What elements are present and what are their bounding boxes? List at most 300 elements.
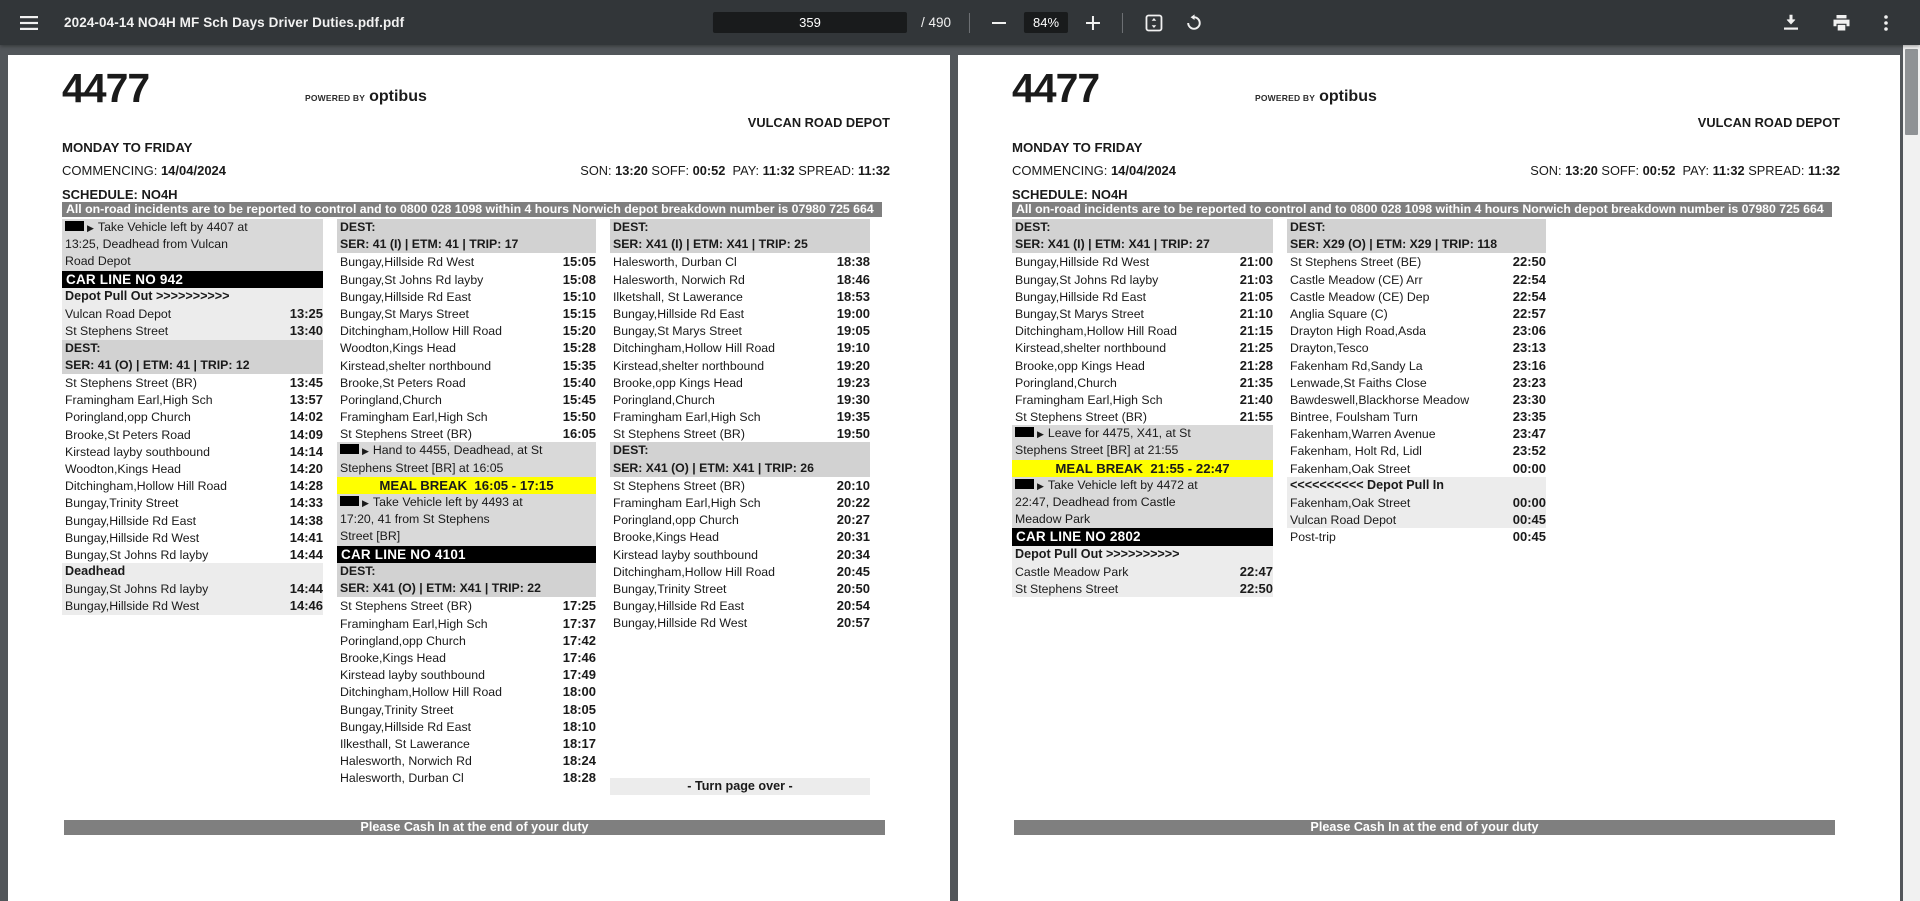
timetable-row xyxy=(610,528,870,545)
stop-name: Bungay,St Johns Rd layby xyxy=(65,582,209,597)
zoom-in-icon[interactable] xyxy=(1082,12,1104,34)
destination-header-line: DEST: xyxy=(340,220,376,234)
stop-time: 17:49 xyxy=(562,667,596,683)
duty-stats: SON: 13:20 SOFF: 00:52 PAY: 11:32 SPREAD: 11:32 xyxy=(1530,163,1840,178)
stop-name: Kirstead,shelter northbound xyxy=(613,358,765,373)
menu-icon[interactable] xyxy=(16,12,42,34)
stop-name: Halesworth, Norwich Rd xyxy=(340,754,472,769)
stop-name: Bungay,St Johns Rd layby xyxy=(1015,272,1159,287)
stop-time: 21:40 xyxy=(1239,391,1273,407)
stop-time: 20:50 xyxy=(836,580,870,596)
stop-time: 14:33 xyxy=(289,495,323,511)
timetable-row xyxy=(610,271,870,288)
timetable-row xyxy=(610,253,870,270)
stop-time: 17:42 xyxy=(562,632,596,648)
timetable-row xyxy=(610,391,870,408)
timetable-row xyxy=(1287,253,1546,270)
timetable-row xyxy=(1012,322,1273,339)
stop-time: 14:41 xyxy=(289,529,323,545)
timetable-row xyxy=(62,512,323,529)
stop-name: Halesworth, Durban Cl xyxy=(613,255,737,270)
stop-time: 15:35 xyxy=(562,357,596,373)
stop-name: Fakenham,Oak Street xyxy=(1290,496,1411,510)
timetable-row xyxy=(1012,563,1273,580)
stop-name: St Stephens Street (BR) xyxy=(613,478,745,493)
stop-time: 19:20 xyxy=(836,357,870,373)
timetable-row xyxy=(1287,339,1546,356)
cash-in-footer: Please Cash In at the end of your duty xyxy=(1014,820,1835,835)
powered-by xyxy=(305,88,427,106)
stop-time: 21:05 xyxy=(1239,288,1273,304)
timetable-row xyxy=(62,374,323,391)
note-line: ▶ Leave for 4475, X41, at St xyxy=(1015,425,1273,442)
stop-name: Bungay,Hillside Rd East xyxy=(613,306,745,321)
stop-time: 15:05 xyxy=(562,254,596,270)
stop-name: Bungay,Hillside Rd East xyxy=(613,599,745,614)
stop-name: Brooke,St Peters Road xyxy=(340,375,466,390)
timetable-row xyxy=(610,357,870,374)
stop-time: 20:31 xyxy=(836,529,870,545)
stop-time: 13:57 xyxy=(289,392,323,408)
timetable-row xyxy=(610,374,870,391)
vehicle-icon xyxy=(1015,427,1034,437)
download-icon[interactable] xyxy=(1779,10,1803,35)
stop-name: Fakenham,Oak Street xyxy=(1290,461,1411,476)
timetable-row xyxy=(62,529,323,546)
stop-time: 19:05 xyxy=(836,323,870,339)
stop-name: Ditchingham,Hollow Hill Road xyxy=(1015,324,1177,339)
timetable-row xyxy=(1012,305,1273,322)
note-line: Stephens Street [BR] at 16:05 xyxy=(340,460,504,475)
timetable-row xyxy=(337,374,596,391)
destination-header xyxy=(610,219,870,253)
timetable-column xyxy=(1012,219,1273,597)
section-subhead: <<<<<<<<<< Depot Pull In xyxy=(1287,477,1546,494)
stop-name: Bungay,Hillside Rd West xyxy=(340,255,475,270)
note-line: ▶ Hand to 4455, Deadhead, at St xyxy=(340,442,596,459)
stop-name: Poringland,Church xyxy=(613,392,715,407)
note-line: Road Depot xyxy=(65,254,131,269)
timetable xyxy=(62,219,890,817)
stop-name: Bungay,Hillside Rd East xyxy=(1015,289,1147,304)
stop-time: 14:44 xyxy=(289,581,323,597)
stop-name: Castle Meadow (CE) Arr xyxy=(1290,272,1423,287)
stop-name: Lenwade,St Faiths Close xyxy=(1290,375,1427,390)
stop-name: Woodton,Kings Head xyxy=(340,341,456,356)
stop-time: 20:22 xyxy=(836,495,870,510)
timetable-row xyxy=(610,546,870,563)
timetable-row xyxy=(62,546,323,563)
timetable-row xyxy=(337,597,596,614)
stop-time: 22:54 xyxy=(1512,271,1546,287)
stop-time: 22:54 xyxy=(1512,288,1546,304)
stop-time: 15:40 xyxy=(562,374,596,390)
stop-name: Bungay,Hillside Rd West xyxy=(65,530,200,545)
stop-name: Brooke,Kings Head xyxy=(340,651,446,665)
spacer xyxy=(610,632,870,778)
timetable-row xyxy=(337,769,596,786)
stop-time: 19:30 xyxy=(836,391,870,407)
note-line: 17:20, 41 from St Stephens xyxy=(340,512,490,527)
stop-name: Kirstead,shelter northbound xyxy=(1015,341,1167,356)
timetable-row xyxy=(1012,374,1273,391)
duty-stats: SON: 13:20 SOFF: 00:52 PAY: 11:32 SPREAD: 11:32 xyxy=(580,163,890,178)
note-line: Street [BR] xyxy=(340,529,401,544)
pdf-toolbar xyxy=(0,0,1920,45)
stop-time: 00:00 xyxy=(1512,495,1546,510)
timetable-row xyxy=(610,425,870,442)
timetable-row xyxy=(337,649,596,666)
stop-time: 22:50 xyxy=(1512,254,1546,270)
timetable-row xyxy=(62,426,323,443)
stop-time: 20:10 xyxy=(836,477,870,493)
stop-time: 22:47 xyxy=(1239,564,1273,580)
stop-name: Halesworth, Durban Cl xyxy=(340,771,464,786)
stop-time: 14:14 xyxy=(289,443,323,459)
vehicle-icon xyxy=(340,444,359,454)
stop-name: Bungay,St Marys Street xyxy=(613,324,742,339)
toolbar-divider xyxy=(1122,13,1123,33)
page-number-input[interactable] xyxy=(713,12,907,33)
stop-name: Framingham Earl,High Sch xyxy=(613,496,761,510)
stop-time: 18:46 xyxy=(836,271,870,287)
vehicle-icon xyxy=(340,496,359,506)
destination-header-line: SER: X41 (O) | ETM: X41 | TRIP: 26 xyxy=(613,460,814,475)
timetable-row xyxy=(610,563,870,580)
timetable-row xyxy=(337,425,596,442)
powered-by xyxy=(1255,88,1377,106)
timetable-row xyxy=(1012,271,1273,288)
stop-time: 18:05 xyxy=(562,701,596,717)
stop-name: Bungay,Trinity Street xyxy=(340,702,454,717)
stop-name: St Stephens Street (BR) xyxy=(1015,410,1147,425)
destination-header-line: DEST: xyxy=(613,443,649,458)
stop-time: 18:00 xyxy=(562,684,596,700)
optibus-logo: optibus xyxy=(369,88,427,105)
destination-header xyxy=(610,442,870,476)
stop-name: Ditchingham,Hollow Hill Road xyxy=(613,341,775,356)
stop-name: Vulcan Road Depot xyxy=(1290,513,1397,528)
stop-name: Poringland,opp Church xyxy=(613,513,739,528)
stop-time: 14:02 xyxy=(289,409,323,425)
stop-time: 13:45 xyxy=(289,375,323,390)
timetable-row xyxy=(337,357,596,374)
stop-name: Bungay,St Marys Street xyxy=(340,306,469,321)
timetable-row xyxy=(337,339,596,356)
timetable-row xyxy=(337,666,596,683)
timetable-row xyxy=(1012,288,1273,305)
stop-time: 19:23 xyxy=(836,374,870,390)
incident-banner: All on-road incidents are to be reported to control and to 0800 028 1098 within 4 hours Norwich depot breakdown number is 07980 725 664 xyxy=(62,202,882,217)
stop-time: 14:20 xyxy=(289,460,323,476)
stop-time: 23:35 xyxy=(1512,409,1546,425)
timetable-column xyxy=(1287,219,1546,546)
turn-page-note: - Turn page over - xyxy=(610,778,870,795)
stop-time: 21:35 xyxy=(1239,374,1273,390)
stop-time: 15:45 xyxy=(562,391,596,407)
optibus-logo: optibus xyxy=(1319,88,1377,105)
vertical-scrollbar[interactable] xyxy=(1903,45,1920,901)
timetable xyxy=(1012,219,1840,817)
stop-name: Ditchingham,Hollow Hill Road xyxy=(65,479,227,494)
stop-name: St Stephens Street (BR) xyxy=(340,599,472,614)
stop-name: St Stephens Street (BR) xyxy=(340,427,472,442)
stop-name: Fakenham Rd,Sandy La xyxy=(1290,358,1423,373)
timetable-row xyxy=(337,632,596,649)
stop-time: 15:50 xyxy=(562,409,596,425)
stop-name: Bungay,St Johns Rd layby xyxy=(340,272,484,287)
arrow-right-icon: ▶ xyxy=(362,446,369,457)
destination-header xyxy=(62,340,323,374)
timetable-row xyxy=(337,305,596,322)
stop-time: 23:23 xyxy=(1512,374,1546,390)
timetable-column xyxy=(610,219,870,795)
timetable-row xyxy=(1287,460,1546,477)
stop-name: Ilketshall, St Lawerance xyxy=(613,289,743,304)
timetable-row xyxy=(1012,408,1273,425)
stop-name: Post-trip xyxy=(1290,530,1336,545)
schedule-id: SCHEDULE: NO4H xyxy=(1012,187,1128,202)
stop-name: Framingham Earl,High Sch xyxy=(65,393,213,408)
note-line: ▶ Take Vehicle left by 4493 at xyxy=(340,494,596,511)
stop-time: 22:50 xyxy=(1239,581,1273,597)
powered-by-label: POWERED BY xyxy=(1255,93,1316,103)
car-line-banner: CAR LINE NO 2802 xyxy=(1012,528,1273,546)
stop-name: Framingham Earl,High Sch xyxy=(613,410,761,425)
stop-name: Bungay,Hillside Rd West xyxy=(1015,255,1150,270)
timetable-column xyxy=(62,219,323,615)
timetable-row xyxy=(62,443,323,460)
scrollbar-thumb[interactable] xyxy=(1905,49,1918,135)
timetable-row xyxy=(62,477,323,494)
timetable-row xyxy=(610,477,870,494)
stop-name: Bungay,Trinity Street xyxy=(613,581,727,596)
stop-time: 23:16 xyxy=(1512,357,1546,373)
timetable-row xyxy=(610,288,870,305)
stop-time: 20:54 xyxy=(836,598,870,614)
print-icon[interactable] xyxy=(1829,11,1854,35)
timetable-row xyxy=(1287,425,1546,442)
timetable-row xyxy=(1012,580,1273,597)
stop-name: Halesworth, Norwich Rd xyxy=(613,272,745,287)
destination-header xyxy=(337,563,596,597)
stop-name: Kirstead layby southbound xyxy=(613,547,758,562)
timetable-row xyxy=(610,494,870,511)
destination-header-line: SER: 41 (I) | ETM: 41 | TRIP: 17 xyxy=(340,237,519,252)
zoom-level[interactable]: 84% xyxy=(1024,12,1068,33)
stop-name: St Stephens Street (BR) xyxy=(65,376,197,390)
stop-time: 18:28 xyxy=(562,770,596,786)
stop-name: Vulcan Road Depot xyxy=(65,307,172,322)
page-header xyxy=(1012,63,1840,202)
stop-name: Ditchingham,Hollow Hill Road xyxy=(340,685,502,700)
stop-name: Bungay,St Marys Street xyxy=(1015,306,1144,321)
page-total: / 490 xyxy=(920,15,951,30)
stop-time: 15:15 xyxy=(562,305,596,321)
stop-time: 23:52 xyxy=(1512,443,1546,459)
stop-time: 18:53 xyxy=(836,288,870,304)
stop-name: Bungay,Trinity Street xyxy=(65,496,179,511)
timetable-row xyxy=(1012,339,1273,356)
stop-time: 21:25 xyxy=(1239,340,1273,356)
timetable-row xyxy=(1287,528,1546,545)
rotate-ccw-icon[interactable] xyxy=(1181,10,1207,36)
timetable-row xyxy=(610,511,870,528)
stop-name: Brooke,Kings Head xyxy=(613,530,719,545)
timetable-row xyxy=(610,322,870,339)
timetable-row xyxy=(337,271,596,288)
timetable-row xyxy=(62,580,323,597)
stop-name: Anglia Square (C) xyxy=(1290,306,1388,321)
car-line-banner: CAR LINE NO 4101 xyxy=(337,546,596,564)
stop-time: 21:10 xyxy=(1239,305,1273,321)
timetable-row xyxy=(1287,494,1546,511)
stop-name: St Stephens Street xyxy=(1015,582,1119,597)
stop-time: 18:17 xyxy=(562,735,596,751)
stop-time: 14:46 xyxy=(289,598,323,614)
stop-name: Poringland,Church xyxy=(1015,375,1117,390)
stop-time: 13:25 xyxy=(289,306,323,322)
stop-name: Bungay,Hillside Rd East xyxy=(340,719,472,734)
stop-name: St Stephens Street (BR) xyxy=(613,427,745,442)
timetable-row xyxy=(62,322,323,339)
arrow-right-icon: ▶ xyxy=(1037,429,1044,440)
stop-name: Bungay,Hillside Rd East xyxy=(340,289,472,304)
timetable-row xyxy=(337,752,596,769)
stop-name: St Stephens Street xyxy=(65,324,169,339)
pdf-page-right xyxy=(958,55,1900,901)
stop-time: 21:28 xyxy=(1239,357,1273,373)
stop-name: Bungay,Hillside Rd West xyxy=(65,599,200,614)
timetable-row xyxy=(1287,357,1546,374)
timetable-row xyxy=(337,615,596,632)
destination-header-line: DEST: xyxy=(65,340,101,355)
stop-name: Brooke,St Peters Road xyxy=(65,427,191,442)
stop-time: 21:00 xyxy=(1239,254,1273,270)
timetable-row xyxy=(62,494,323,511)
destination-header-line: DEST: xyxy=(1290,220,1326,234)
timetable-row xyxy=(610,408,870,425)
timetable-row xyxy=(1287,271,1546,288)
section-subhead: Depot Pull Out >>>>>>>>>> xyxy=(1012,546,1273,563)
timetable-row xyxy=(1287,305,1546,322)
fit-page-icon[interactable] xyxy=(1141,10,1167,36)
stop-time: 00:45 xyxy=(1512,529,1546,545)
timetable-row xyxy=(337,253,596,270)
stop-time: 19:35 xyxy=(836,409,870,425)
timetable-row xyxy=(610,580,870,597)
depot-name: VULCAN ROAD DEPOT xyxy=(1697,115,1840,130)
timetable-row xyxy=(1012,357,1273,374)
stop-name: Framingham Earl,High Sch xyxy=(340,616,488,631)
timetable-row xyxy=(1287,511,1546,528)
destination-header-line: SER: X41 (I) | ETM: X41 | TRIP: 25 xyxy=(613,237,808,252)
stop-time: 16:05 xyxy=(562,426,596,442)
commencing-date: COMMENCING: 14/04/2024 xyxy=(62,163,227,178)
destination-header-line: DEST: xyxy=(340,564,376,579)
page-content xyxy=(8,55,950,835)
section-subhead: Deadhead xyxy=(62,563,323,580)
stop-name: St Stephens Street (BE) xyxy=(1290,255,1422,270)
note-line: Meadow Park xyxy=(1015,512,1091,527)
note-line: Stephens Street [BR] at 21:55 xyxy=(1015,443,1179,458)
stop-time: 21:15 xyxy=(1239,323,1273,339)
stop-name: Bungay,Hillside Rd West xyxy=(613,616,748,631)
destination-header xyxy=(337,219,596,253)
stop-time: 19:10 xyxy=(836,340,870,356)
stop-time: 18:38 xyxy=(836,254,870,270)
destination-header-line: DEST: xyxy=(613,220,649,234)
destination-header-line: SER: X41 (O) | ETM: X41 | TRIP: 22 xyxy=(340,581,541,596)
timetable-row xyxy=(62,597,323,614)
stop-time: 23:06 xyxy=(1512,323,1546,339)
stop-name: Fakenham, Holt Rd, Lidl xyxy=(1290,444,1422,459)
timetable-row xyxy=(62,460,323,477)
page-header xyxy=(62,63,890,202)
stop-time: 14:38 xyxy=(289,512,323,528)
timetable-row xyxy=(1012,391,1273,408)
stop-time: 18:10 xyxy=(562,718,596,734)
note-line: 13:25, Deadhead from Vulcan xyxy=(65,237,228,252)
destination-header-line: SER: X41 (I) | ETM: X41 | TRIP: 27 xyxy=(1015,237,1210,252)
stop-time: 15:20 xyxy=(562,323,596,339)
depot-name: VULCAN ROAD DEPOT xyxy=(747,115,890,130)
stop-time: 14:09 xyxy=(289,426,323,442)
stop-time: 20:34 xyxy=(836,546,870,562)
stop-name: Poringland,opp Church xyxy=(65,410,191,425)
stop-name: Castle Meadow (CE) Dep xyxy=(1290,289,1430,304)
arrow-right-icon: ▶ xyxy=(362,498,369,508)
stop-time: 17:25 xyxy=(562,598,596,614)
timetable-row xyxy=(1287,322,1546,339)
zoom-out-icon[interactable] xyxy=(988,12,1010,34)
arrow-right-icon: ▶ xyxy=(87,223,94,233)
stop-name: Ditchingham,Hollow Hill Road xyxy=(613,564,775,579)
more-vert-icon[interactable] xyxy=(1880,11,1892,35)
stop-time: 13:40 xyxy=(289,323,323,339)
timetable-row xyxy=(62,408,323,425)
stop-name: Brooke,opp Kings Head xyxy=(613,375,743,390)
meal-break-banner: MEAL BREAK 21:55 - 22:47 xyxy=(1012,460,1273,477)
commencing-date: COMMENCING: 14/04/2024 xyxy=(1012,163,1177,178)
car-line-banner: CAR LINE NO 942 xyxy=(62,271,323,289)
stop-time: 23:47 xyxy=(1512,426,1546,442)
destination-header xyxy=(1287,219,1546,253)
stop-name: Bintree, Foulsham Turn xyxy=(1290,410,1418,425)
handover-note xyxy=(337,494,596,546)
stop-time: 00:45 xyxy=(1512,512,1546,528)
stop-name: Ilkesthall, St Lawerance xyxy=(340,736,470,751)
vehicle-icon xyxy=(65,221,84,231)
stop-name: Framingham Earl,High Sch xyxy=(340,410,488,425)
stop-name: Brooke,opp Kings Head xyxy=(1015,358,1145,373)
section-subhead: Depot Pull Out >>>>>>>>>> xyxy=(62,288,323,305)
timetable-row xyxy=(1287,391,1546,408)
duty-number: 4477 xyxy=(1012,65,1100,111)
timetable-row xyxy=(1287,408,1546,425)
note-line: ▶ Take Vehicle left by 4407 at xyxy=(65,219,323,236)
timetable-row xyxy=(337,322,596,339)
pdf-page-left xyxy=(8,55,950,901)
powered-by-label: POWERED BY xyxy=(305,93,366,103)
stop-time: 15:08 xyxy=(562,271,596,287)
note-line: 22:47, Deadhead from Castle xyxy=(1015,495,1176,509)
timetable-row xyxy=(610,597,870,614)
operating-days: MONDAY TO FRIDAY xyxy=(1012,140,1143,155)
timetable-row xyxy=(337,718,596,735)
destination-header-line: SER: X29 (O) | ETM: X29 | TRIP: 118 xyxy=(1290,237,1498,252)
stop-name: Ditchingham,Hollow Hill Road xyxy=(340,324,502,339)
